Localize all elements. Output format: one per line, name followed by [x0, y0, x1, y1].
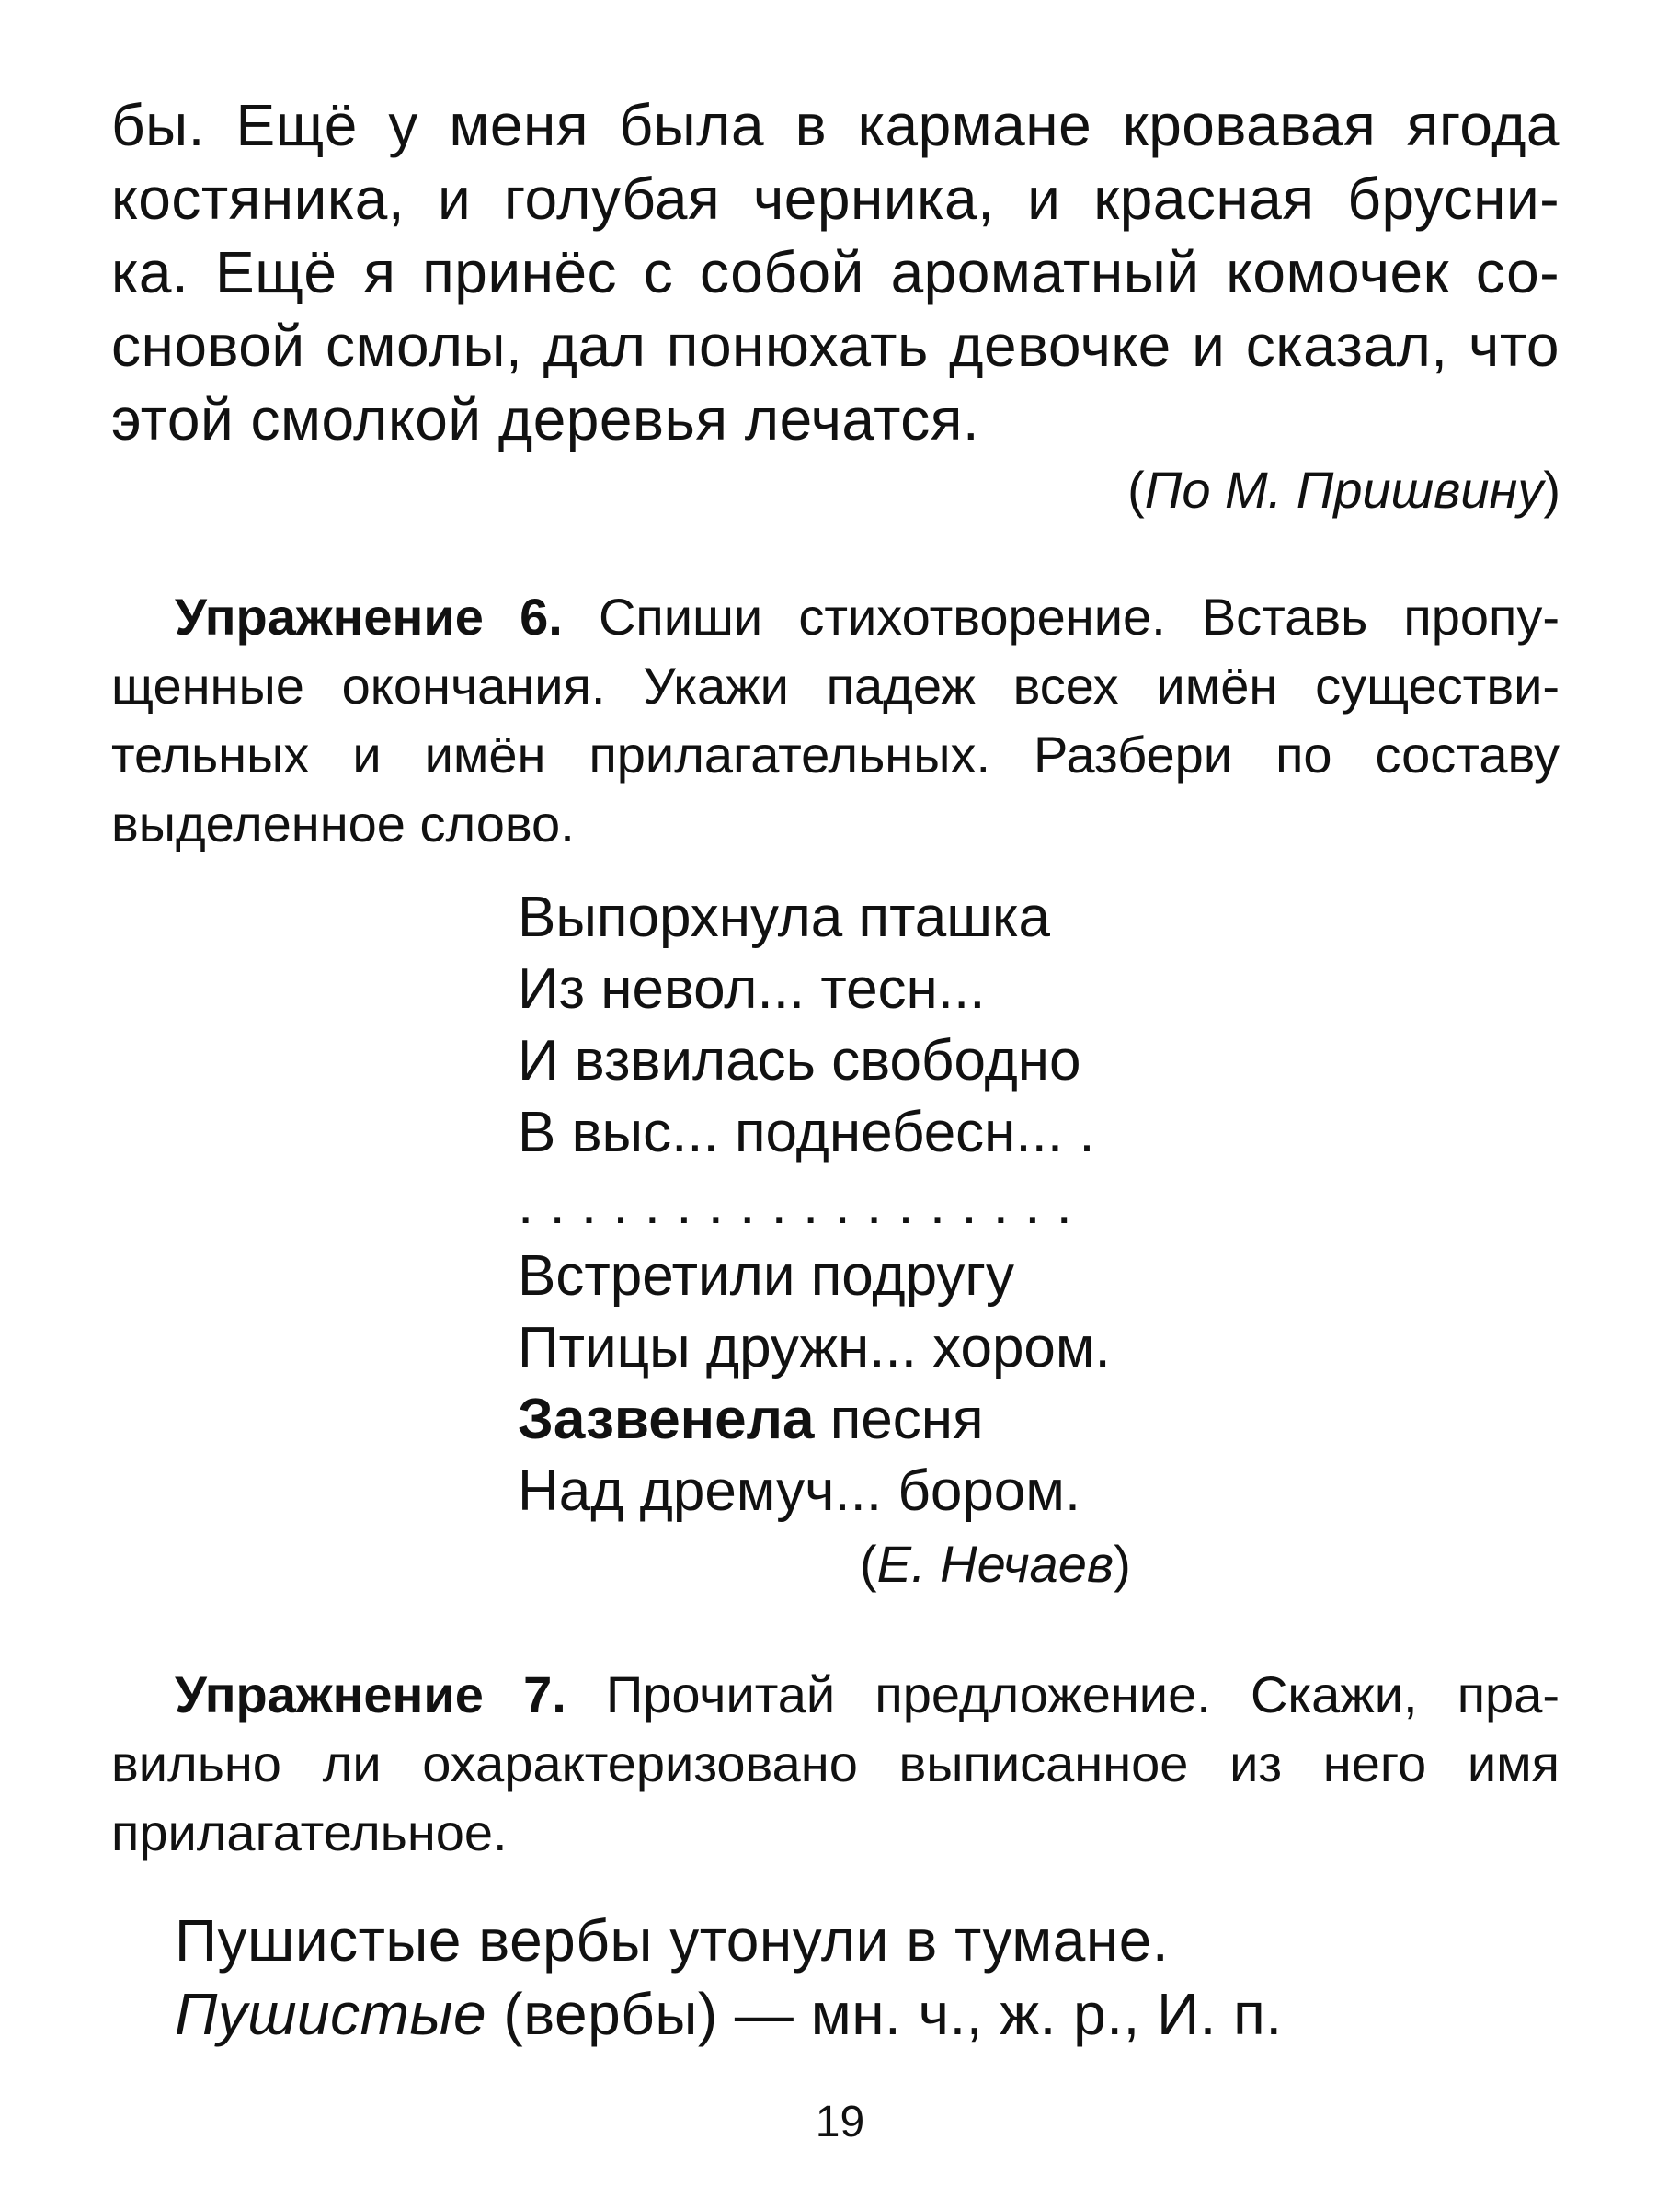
- poem-bold-word: Зазвенела: [518, 1388, 815, 1451]
- exercise7-analysis: [175, 1977, 1283, 2051]
- exercise7-task-first: Прочитай предложение. Скажи, пра-: [606, 1665, 1560, 1723]
- exercise6-task-line-2: щенные окончания. Укажи падеж всех имён существи-: [111, 657, 1560, 715]
- exercise6-task-first: Спиши стихотворение. Вставь пропу-: [598, 588, 1560, 646]
- poem-author-name: Е. Нечаев: [876, 1535, 1114, 1593]
- exercise7-analysis-word: Пушистые: [175, 1981, 487, 2047]
- prose-source-author: По М. Пришвину: [1144, 461, 1544, 519]
- exercise6-label: Упражнение 6.: [175, 588, 563, 646]
- exercise6-task-line-1: [111, 587, 1560, 647]
- poem-line-3: И взвилась свободно: [518, 1029, 1081, 1093]
- poem-ellipsis-line: . . . . . . . . . . . . . . . . . .: [518, 1173, 1072, 1236]
- prose-line-1: бы. Ещё у меня была в кармане кровавая ягода: [111, 92, 1560, 158]
- exercise6-task-line-3: тельных и имён прилагательных. Разбери по составу: [111, 726, 1560, 784]
- page-number: 19: [815, 2098, 865, 2146]
- prose-line-5: этой смолкой деревья лечатся.: [111, 386, 980, 452]
- poem-line-7-rest: песня: [829, 1388, 984, 1451]
- poem-line-1: Выпорхнула пташка: [518, 886, 1050, 949]
- exercise6-task-line-4: выделенное слово.: [111, 795, 575, 852]
- exercise7-label: Упражнение 7.: [175, 1665, 566, 1723]
- poem-line-7: [518, 1387, 984, 1452]
- poem-line-8: Над дремуч... бором.: [518, 1459, 1081, 1523]
- exercise7-sentence: Пушистые вербы утонули в тумане.: [175, 1907, 1170, 1974]
- poem-line-5: Встретили подругу: [518, 1244, 1014, 1308]
- prose-source: (По М. Пришвину): [1127, 461, 1560, 519]
- exercise7-analysis-rest: (вербы) — мн. ч., ж. р., И. п.: [503, 1981, 1283, 2047]
- exercise7-task-line-1: [111, 1665, 1560, 1724]
- prose-line-4: сновой смолы, дал понюхать девочке и сказал, что: [111, 313, 1560, 379]
- poem-line-6: Птицы дружн... хором.: [518, 1316, 1111, 1379]
- poem-line-2: Из невол... тесн...: [518, 957, 986, 1021]
- prose-line-3: ка. Ещё я принёс с собой ароматный комочек со-: [111, 239, 1560, 305]
- exercise7-task-line-2: вильно ли охарактеризовано выписанное из него имя: [111, 1734, 1560, 1792]
- poem-line-4: В выс... поднебесн... .: [518, 1101, 1095, 1164]
- prose-line-2: костяника, и голубая черника, и красная брусни-: [111, 166, 1560, 232]
- poem-author: (Е. Нечаев): [860, 1535, 1131, 1593]
- exercise7-task-line-3: прилагательное.: [111, 1803, 508, 1861]
